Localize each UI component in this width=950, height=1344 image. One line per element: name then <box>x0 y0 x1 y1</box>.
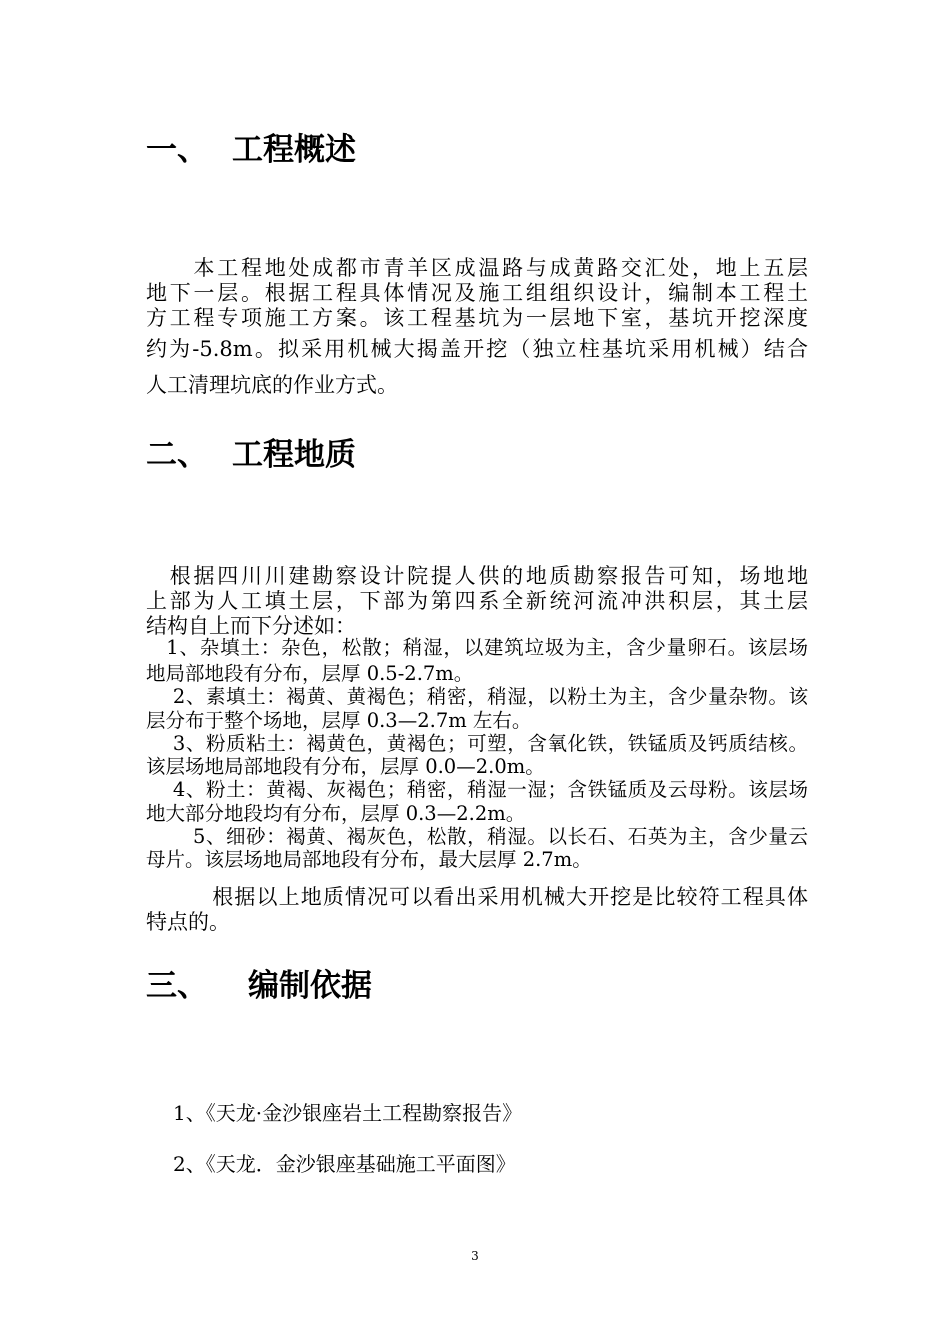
section-3-title: 编制依据 <box>248 968 372 1004</box>
soil-layer-list <box>146 634 808 872</box>
reference-item-1: 1、《天龙·金沙银座岩土工程勘察报告》 <box>173 1101 523 1125</box>
section-1-title: 工程概述 <box>232 132 356 168</box>
paragraph-line: 特点的。 <box>146 910 230 934</box>
section-2-title: 工程地质 <box>232 437 356 473</box>
paragraph-line: 层分布于整个场地，层厚 0.3—2.7m 左右。 <box>146 708 532 732</box>
paragraph-line: 2、素填土：褐黄、黄褐色；稍密，稍湿，以粉土为主，含少量杂物。该 <box>146 685 808 709</box>
section-3-number: 三、 <box>146 968 208 1004</box>
paragraph-line: 该层场地局部地段有分布，层厚 0.0—2.0m。 <box>146 755 545 779</box>
paragraph-line: 4、粉土：黄褐、灰褐色；稍密，稍湿一湿；含铁锰质及云母粉。该层场 <box>146 778 808 802</box>
paragraph-line: 5、细砂：褐黄、褐灰色，松散，稍湿。以长石、石英为主，含少量云 <box>146 825 808 849</box>
section-2-number: 二、 <box>146 437 208 473</box>
section-3-heading <box>146 968 372 1004</box>
paragraph-line: 母片。该层场地局部地段有分布，最大层厚 2.7m。 <box>146 848 592 872</box>
paragraph-line: 本工程地处成都市青羊区成温路与成黄路交汇处，地上五层 <box>146 256 808 280</box>
section-1-heading <box>146 132 356 168</box>
paragraph-line: 人工清理坑底的作业方式。 <box>146 373 398 397</box>
paragraph-line: 地下一层。根据工程具体情况及施工组组织设计，编制本工程土 <box>146 281 808 305</box>
paragraph-line: 结构自上而下分述如： <box>146 614 356 638</box>
reference-item-2: 2、《天龙．金沙银座基础施工平面图》 <box>173 1152 516 1176</box>
paragraph-line: 1、杂填土：杂色，松散；稍湿，以建筑垃圾为主，含少量卵石。该层场 <box>146 636 808 659</box>
paragraph-line: 上部为人工填土层，下部为第四系全新统河流冲洪积层，其土层 <box>146 589 808 613</box>
paragraph-line: 地大部分地段均有分布，层厚 0.3—2.2m。 <box>146 801 526 825</box>
paragraph-line: 根据四川川建勘察设计院提人供的地质勘察报告可知，场地地 <box>146 564 808 588</box>
page-number: 3 <box>471 1249 479 1263</box>
paragraph-line: 3、粉质粘土：褐黄色，黄褐色；可塑，含氧化铁，铁锰质及钙质结核。 <box>146 731 808 755</box>
section-1-paragraph <box>146 256 808 403</box>
paragraph-line: 根据以上地质情况可以看出采用机械大开挖是比较符工程具体 <box>146 885 808 909</box>
section-2-heading <box>146 437 356 473</box>
section-2-intro <box>146 564 808 639</box>
paragraph-line: 约为-5.8m。拟采用机械大揭盖开挖（独立柱基坑采用机械）结合 <box>146 337 808 361</box>
section-2-conclusion <box>146 885 808 935</box>
paragraph-line: 地局部地段有分布，层厚 0.5-2.7m。 <box>146 662 474 685</box>
section-1-number: 一、 <box>146 132 208 168</box>
paragraph-line: 方工程专项施工方案。该工程基坑为一层地下室，基坑开挖深度 <box>146 306 808 330</box>
